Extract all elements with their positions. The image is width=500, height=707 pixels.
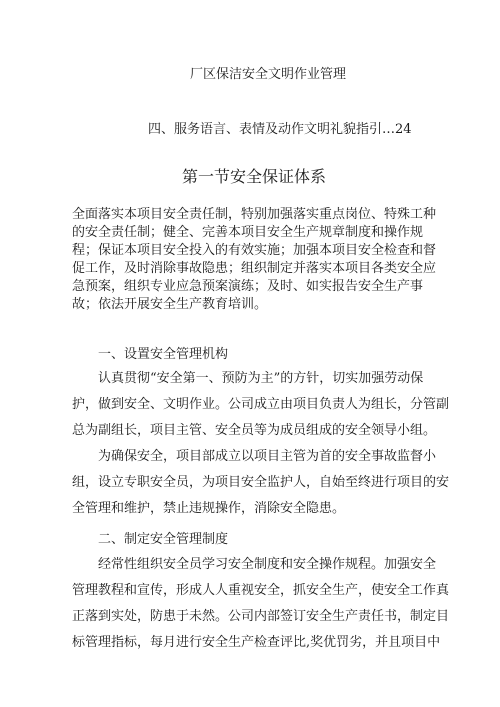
section-title: 第一节安全保证体系	[182, 167, 327, 186]
paragraph-line: 全管理和维护，禁止违规操作，消除安全隐患。	[72, 501, 346, 516]
paragraph-line: 经常性组织安全员学习安全制度和安全操作规程。加强安全	[98, 557, 437, 572]
page-header-title: 厂区保洁安全文明作业管理	[190, 67, 347, 82]
toc-entry: 四、服务语言、表情及动作文明礼貌指引…24	[148, 122, 412, 137]
paragraph-line: 管理教程和宣传，形成人人重视安全，抓安全生产，使安全工作真	[72, 583, 450, 598]
paragraph-safety-policy	[72, 366, 450, 444]
intro-line: 全面落实本项目安全责任制，特别加强落实重点岗位、特殊工种	[72, 207, 437, 222]
paragraph-line: 组，设立专职安全员，为项目安全监护人，自始至终进行项目的安	[72, 475, 450, 490]
intro-paragraph	[72, 206, 437, 314]
subheading-management-organization: 一、设置安全管理机构	[98, 347, 229, 362]
intro-line: 程；保证本项目安全投入的有效实施；加强本项目安全检查和督	[72, 243, 437, 258]
subheading-management-rules: 二、制定安全管理制度	[98, 532, 229, 547]
paragraph-line: 标管理指标，每月进行安全生产检查评比,奖优罚劣，并且项目中	[72, 635, 441, 650]
intro-line: 急预案，组织专业应急预案演练；及时、如实报告安全生产事	[72, 279, 424, 294]
intro-line: 的安全责任制；健全、完善本项目安全生产规章制度和操作规	[72, 225, 424, 240]
paragraph-line: 正落到实处，防患于未然。公司内部签订安全生产责任书，制定目	[72, 609, 450, 624]
paragraph-line: 总为副组长，项目主管、安全员等为成员组成的安全领导小组。	[72, 423, 437, 438]
paragraph-line: 认真贯彻“安全第一、预防为主”的方针，切实加强劳动保	[98, 371, 424, 386]
intro-line: 故；依法开展安全生产教育培训。	[72, 297, 268, 312]
paragraph-line: 护，做到安全、文明作业。公司成立由项目负责人为组长，分管副	[72, 397, 450, 412]
paragraph-supervision-team	[72, 444, 450, 522]
paragraph-line: 为确保安全，项目部成立以项目主管为首的安全事故监督小	[98, 449, 437, 464]
intro-line: 促工作，及时消除事故隐患；组织制定并落实本项目各类安全应	[72, 261, 437, 276]
paragraph-safety-training	[72, 552, 450, 656]
